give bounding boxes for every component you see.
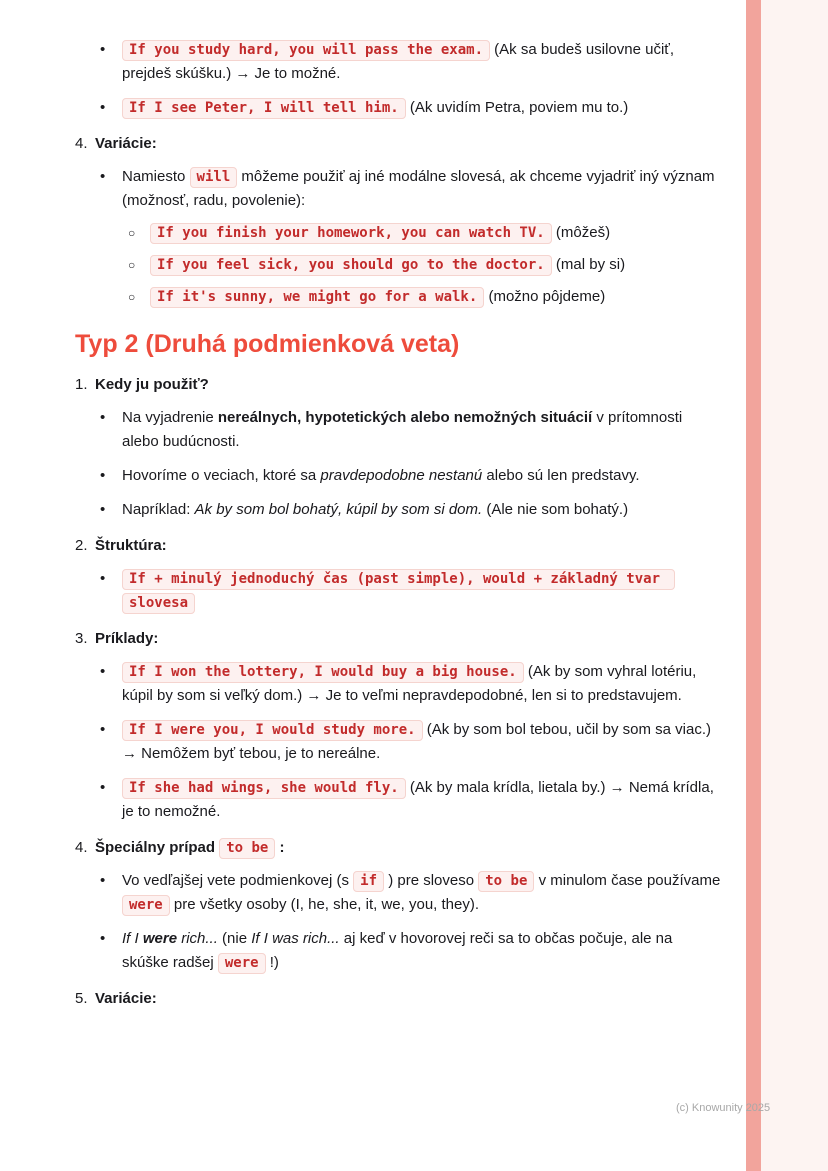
text-segment: (Ak uvidím Petra, poviem mu to.) xyxy=(405,99,629,116)
text-segment: If I was rich... xyxy=(251,930,340,947)
text-segment: If I xyxy=(122,930,143,947)
numbered-item-heading xyxy=(75,627,721,651)
code-snippet: If I were you, I would study more. xyxy=(122,720,423,741)
text-segment: Štruktúra: xyxy=(95,537,167,554)
list-item-text xyxy=(122,776,721,824)
page-edge-background xyxy=(761,0,828,1171)
code-snippet: were xyxy=(218,953,266,974)
list-item xyxy=(100,660,721,708)
text-segment: Špeciálny prípad xyxy=(95,839,220,856)
text-segment: (možno pôjdeme) xyxy=(484,288,606,305)
code-snippet: If + minulý jednoduchý čas (past simple), would + základný tvar slovesa xyxy=(122,569,675,614)
code-snippet: to be xyxy=(478,871,534,892)
bullet-icon: • xyxy=(100,41,106,58)
code-snippet: If I see Peter, I will tell him. xyxy=(122,98,406,119)
text-segment: pravdepodobne nestanú xyxy=(320,467,483,484)
bullet-icon: • xyxy=(100,872,106,889)
item-number: 4. xyxy=(75,839,88,856)
code-snippet: were xyxy=(122,895,170,916)
bullet-icon: • xyxy=(100,501,106,518)
text-segment: Napríklad: xyxy=(122,501,195,518)
list-item-row xyxy=(100,464,721,488)
hollow-bullet-icon: ○ xyxy=(128,258,136,272)
list-item-row xyxy=(100,498,721,522)
text-segment: (Ale nie som bohatý.) xyxy=(482,501,629,518)
list-item-row xyxy=(100,406,721,454)
list-item xyxy=(128,221,721,245)
list-item-text xyxy=(122,718,721,766)
list-item-row xyxy=(100,165,721,213)
code-snippet: If it's sunny, we might go for a walk. xyxy=(150,287,484,308)
item-label xyxy=(95,534,167,558)
bullet-icon: • xyxy=(100,168,106,185)
numbered-item-heading xyxy=(75,132,721,156)
bullet-icon: • xyxy=(100,570,106,587)
text-segment: (Ak sa budeš usilovne učiť, prejdeš skúšku.) → Je to možné. xyxy=(122,41,675,82)
list-item-text xyxy=(122,567,721,615)
list-item-row xyxy=(128,253,721,277)
bullet-list xyxy=(75,38,721,120)
numbered-item-heading xyxy=(75,836,721,860)
text-segment: nereálnych, hypotetických alebo nemožných situácií xyxy=(217,409,593,426)
watermark-text: (c) Knowunity 2025 xyxy=(676,1102,771,1114)
text-segment: Kedy ju použiť? xyxy=(95,376,209,393)
list-item-row xyxy=(100,567,721,615)
list-item-row xyxy=(100,927,721,975)
text-segment: (môžeš) xyxy=(551,224,611,241)
text-segment: Variácie: xyxy=(95,135,157,152)
bullet-list xyxy=(75,165,721,309)
bullet-icon: • xyxy=(100,779,106,796)
text-segment: v prítomnosti alebo budúcnosti. xyxy=(122,409,683,450)
text-segment: alebo sú len predstavy. xyxy=(482,467,640,484)
item-label xyxy=(95,627,158,651)
list-item-text xyxy=(122,464,721,488)
list-item-text xyxy=(122,165,721,213)
code-snippet: to be xyxy=(219,838,275,859)
sub-bullet-list xyxy=(128,221,721,309)
bullet-icon: • xyxy=(100,99,106,116)
list-item xyxy=(128,253,721,277)
text-segment: pre všetky osoby (I, he, she, it, we, you, they). xyxy=(169,896,480,913)
page-edge-stripe xyxy=(746,0,761,1171)
list-item-row xyxy=(128,221,721,245)
item-label xyxy=(95,132,157,156)
numbered-section xyxy=(75,836,721,975)
list-item-text xyxy=(122,869,721,917)
list-item xyxy=(128,285,721,309)
code-snippet: If you study hard, you will pass the exam. xyxy=(122,40,490,61)
list-item-row xyxy=(128,285,721,309)
list-item xyxy=(100,927,721,975)
text-segment: !) xyxy=(265,954,279,971)
section-heading: Typ 2 (Druhá podmienková veta) xyxy=(75,330,460,358)
item-label xyxy=(95,373,209,397)
numbered-item-heading xyxy=(75,987,721,1011)
bullet-icon: • xyxy=(100,721,106,738)
text-segment: (mal by si) xyxy=(551,256,626,273)
list-item-row xyxy=(100,38,721,86)
list-item xyxy=(100,869,721,917)
list-item-row xyxy=(100,660,721,708)
hollow-bullet-icon: ○ xyxy=(128,290,136,304)
text-segment: môžeme použiť aj iné modálne slovesá, ak chceme vyjadriť iný význam (možnosť, radu, povolenie): xyxy=(122,168,715,209)
list-item-text xyxy=(122,38,721,86)
text-segment: ) pre sloveso xyxy=(384,872,479,889)
bullet-list xyxy=(75,660,721,824)
numbered-item-heading xyxy=(75,373,721,397)
text-segment: (nie xyxy=(217,930,252,947)
code-snippet: will xyxy=(190,167,238,188)
code-snippet: If I won the lottery, I would buy a big house. xyxy=(122,662,524,683)
list-item-row xyxy=(100,776,721,824)
text-segment: aj keď v hovorovej reči sa to občas počuje, ale na skúške radšej xyxy=(122,930,673,971)
list-item-text xyxy=(122,927,721,975)
list-item xyxy=(100,96,721,120)
item-label xyxy=(95,987,157,1011)
item-number: 5. xyxy=(75,990,88,1007)
code-snippet: if xyxy=(353,871,384,892)
list-item-row xyxy=(100,869,721,917)
list-item-text xyxy=(150,221,721,245)
list-item-row xyxy=(100,718,721,766)
bullet-icon: • xyxy=(100,663,106,680)
list-item xyxy=(100,776,721,824)
code-snippet: If she had wings, she would fly. xyxy=(122,778,406,799)
numbered-item-heading xyxy=(75,534,721,558)
text-segment: Namiesto xyxy=(122,168,190,185)
text-segment: Príklady: xyxy=(95,630,159,647)
bullet-list xyxy=(75,406,721,522)
numbered-section xyxy=(75,373,721,522)
item-number: 4. xyxy=(75,135,88,152)
numbered-section xyxy=(75,132,721,309)
bullet-icon: • xyxy=(100,409,106,426)
bullet-icon: • xyxy=(100,930,106,947)
bullet-list xyxy=(75,567,721,615)
item-number: 3. xyxy=(75,630,88,647)
list-item-text xyxy=(150,285,721,309)
text-segment: (Ak by som bol tebou, učil by som sa viac.) → Nemôžem byť tebou, je to nereálne. xyxy=(122,721,712,762)
text-segment: (Ak by som vyhral lotériu, kúpil by som si veľký dom.) → Je to veľmi nepravdepodobné, len si to predstavujem. xyxy=(122,663,697,704)
text-segment: Na vyjadrenie xyxy=(122,409,218,426)
list-item xyxy=(100,567,721,615)
list-item xyxy=(100,165,721,309)
list-item-text xyxy=(122,498,721,522)
list-item xyxy=(100,406,721,454)
list-item-text xyxy=(122,96,721,120)
text-segment: Vo vedľajšej vete podmienkovej (s xyxy=(122,872,354,889)
bullet-list xyxy=(75,869,721,975)
document-content xyxy=(75,38,721,1020)
code-snippet: If you finish your homework, you can watch TV. xyxy=(150,223,552,244)
item-label xyxy=(95,836,285,860)
text-segment: Variácie: xyxy=(95,990,157,1007)
text-segment: (Ak by mala krídla, lietala by.) → Nemá krídla, je to nemožné. xyxy=(122,779,714,820)
numbered-section xyxy=(75,627,721,824)
text-segment: were xyxy=(142,930,178,947)
text-segment: rich... xyxy=(177,930,218,947)
text-segment: Hovoríme o veciach, ktoré sa xyxy=(122,467,321,484)
list-item-text xyxy=(122,406,721,454)
item-number: 1. xyxy=(75,376,88,393)
list-item xyxy=(100,718,721,766)
item-number: 2. xyxy=(75,537,88,554)
list-item-row xyxy=(100,96,721,120)
text-segment: : xyxy=(275,839,285,856)
text-segment: v minulom čase používame xyxy=(534,872,721,889)
numbered-section xyxy=(75,534,721,615)
hollow-bullet-icon: ○ xyxy=(128,226,136,240)
code-snippet: If you feel sick, you should go to the doctor. xyxy=(150,255,552,276)
numbered-section xyxy=(75,987,721,1011)
list-item xyxy=(100,498,721,522)
list-item-text xyxy=(150,253,721,277)
list-item xyxy=(100,38,721,86)
text-segment: Ak by som bol bohatý, kúpil by som si dom. xyxy=(194,501,483,518)
bullet-icon: • xyxy=(100,467,106,484)
list-item-text xyxy=(122,660,721,708)
list-item xyxy=(100,464,721,488)
